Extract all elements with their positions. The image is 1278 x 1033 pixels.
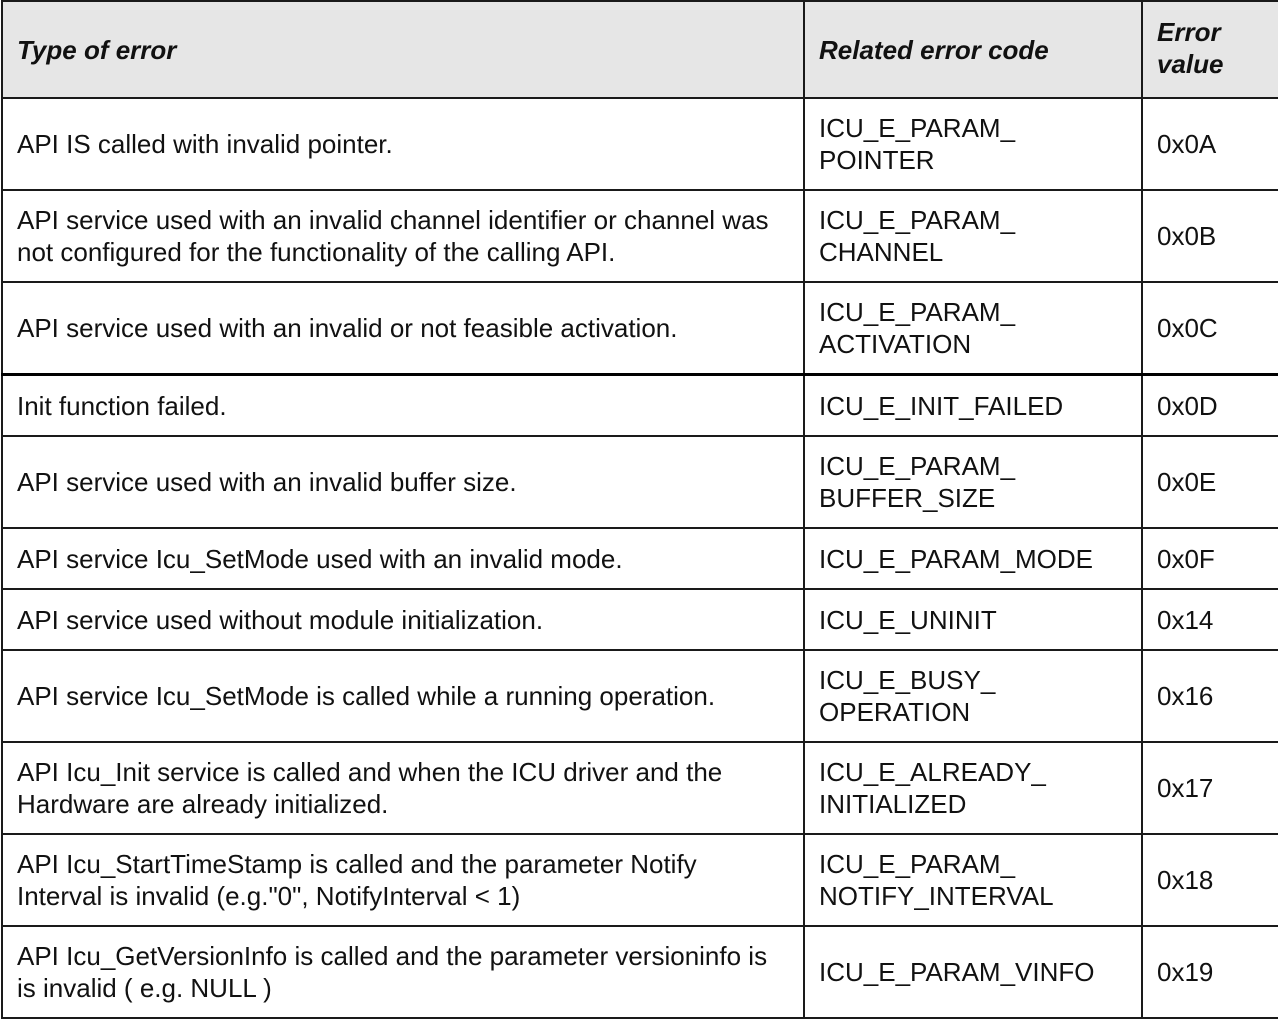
error-code-line: OPERATION — [819, 697, 971, 727]
table-row — [2, 282, 1278, 375]
header-error-value-line1: Error — [1157, 16, 1221, 47]
error-type-cell: API Icu_Init service is called and when the ICU driver and the Hardware are already initialized. — [2, 742, 804, 834]
error-code-line: INITIALIZED — [819, 789, 967, 819]
error-code-cell — [804, 282, 1142, 375]
error-value-cell: 0x0B — [1142, 190, 1278, 282]
error-value-cell: 0x0E — [1142, 436, 1278, 528]
error-type-cell: Init function failed. — [2, 375, 804, 437]
table-row — [2, 190, 1278, 282]
error-code-line: NOTIFY_INTERVAL — [819, 881, 1054, 911]
header-error-value — [1142, 1, 1278, 98]
error-code-cell — [804, 834, 1142, 926]
table-row — [2, 375, 1278, 437]
error-code-cell — [804, 589, 1142, 650]
error-code-cell — [804, 650, 1142, 742]
error-type-cell: API service used with an invalid or not feasible activation. — [2, 282, 804, 375]
error-type-cell: API service Icu_SetMode used with an invalid mode. — [2, 528, 804, 589]
error-type-cell: API Icu_StartTimeStamp is called and the parameter Notify Interval is invalid (e.g."0", NotifyInterval < 1) — [2, 834, 804, 926]
error-type-cell: API IS called with invalid pointer. — [2, 98, 804, 190]
error-code-line: ICU_E_PARAM_VINFO — [819, 957, 1095, 987]
error-code-line: ICU_E_UNINIT — [819, 604, 997, 635]
header-row — [2, 1, 1278, 98]
error-code-line: ICU_E_PARAM_ — [819, 297, 1016, 327]
error-value-cell: 0x0F — [1142, 528, 1278, 589]
error-value-cell: 0x16 — [1142, 650, 1278, 742]
error-code-line: ICU_E_PARAM_ — [819, 205, 1016, 235]
error-code-line: ICU_E_ALREADY_ — [819, 757, 1046, 787]
error-type-cell: API Icu_GetVersionInfo is called and the parameter versioninfo is is invalid ( e.g. NULL ) — [2, 926, 804, 1018]
error-value-cell: 0x0A — [1142, 98, 1278, 190]
error-code-cell — [804, 190, 1142, 282]
header-type-of-error: Type of error — [2, 1, 804, 98]
error-code-line: ICU_E_BUSY_ — [819, 665, 996, 695]
error-value-cell: 0x17 — [1142, 742, 1278, 834]
table-row — [2, 926, 1278, 1018]
error-type-cell: API service used with an invalid buffer size. — [2, 436, 804, 528]
error-value-cell: 0x0D — [1142, 375, 1278, 437]
table-row — [2, 436, 1278, 528]
error-value-cell: 0x0C — [1142, 282, 1278, 375]
error-type-cell: API service used with an invalid channel identifier or channel was not configured for the functionality of the calling API. — [2, 190, 804, 282]
error-value-cell: 0x18 — [1142, 834, 1278, 926]
error-type-cell: API service Icu_SetMode is called while a running operation. — [2, 650, 804, 742]
error-type-cell: API service used without module initialization. — [2, 589, 804, 650]
error-value-cell: 0x19 — [1142, 926, 1278, 1018]
error-code-line: ICU_E_INIT_FAILED — [819, 390, 1064, 421]
table-row — [2, 742, 1278, 834]
error-code-cell — [804, 436, 1142, 528]
table-row — [2, 834, 1278, 926]
header-error-value-line2: value — [1157, 48, 1224, 79]
error-code-cell — [804, 742, 1142, 834]
error-code-line: BUFFER_SIZE — [819, 483, 996, 513]
error-code-line: ICU_E_PARAM_ — [819, 849, 1016, 879]
error-code-line: ICU_E_PARAM_ — [819, 451, 1016, 481]
table-row — [2, 98, 1278, 190]
error-value-cell: 0x14 — [1142, 589, 1278, 650]
table-row — [2, 528, 1278, 589]
error-code-cell — [804, 98, 1142, 190]
header-related-error-code: Related error code — [804, 1, 1142, 98]
error-code-cell — [804, 375, 1142, 437]
error-code-line: CHANNEL — [819, 237, 944, 267]
error-code-line: ACTIVATION — [819, 329, 972, 359]
error-code-cell — [804, 926, 1142, 1018]
table-row — [2, 650, 1278, 742]
error-code-cell — [804, 528, 1142, 589]
table-row — [2, 589, 1278, 650]
error-code-line: ICU_E_PARAM_MODE — [819, 543, 1094, 574]
error-code-line: ICU_E_PARAM_ — [819, 113, 1016, 143]
error-table — [1, 0, 1278, 1019]
error-code-line: POINTER — [819, 145, 935, 175]
